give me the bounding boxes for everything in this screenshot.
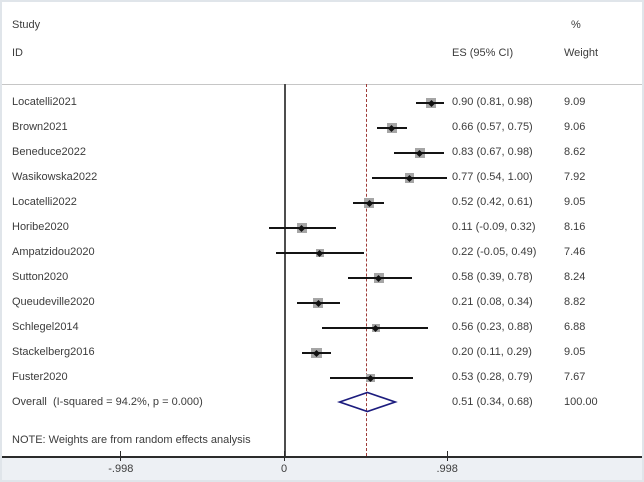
header-percent-label: % xyxy=(571,19,581,31)
es-ci-value: 0.90 (0.81, 0.98) xyxy=(452,96,533,108)
study-id-label: Horibe2020 xyxy=(12,221,69,233)
es-ci-value: 0.11 (-0.09, 0.32) xyxy=(452,221,536,233)
es-ci-value: 0.53 (0.28, 0.79) xyxy=(452,371,533,383)
x-axis-tick-label: .998 xyxy=(436,463,458,475)
study-id-label: Fuster2020 xyxy=(12,371,68,383)
weight-value: 7.67 xyxy=(564,371,586,383)
weight-value: 8.62 xyxy=(564,146,586,158)
study-id-label: Queudeville2020 xyxy=(12,296,95,308)
weight-value: 9.06 xyxy=(564,121,586,133)
study-id-label: Locatelli2022 xyxy=(12,196,77,208)
x-axis-tick xyxy=(120,451,121,461)
weight-value: 8.82 xyxy=(564,296,586,308)
study-id-label: Ampatzidou2020 xyxy=(12,246,95,258)
header-weight-label: Weight xyxy=(564,47,599,59)
es-ci-value: 0.77 (0.54, 1.00) xyxy=(452,171,533,183)
overall-label: Overall (I-squared = 94.2%, p = 0.000) xyxy=(12,396,203,408)
es-ci-value: 0.20 (0.11, 0.29) xyxy=(452,346,532,358)
weight-value: 8.24 xyxy=(564,271,586,283)
overall-weight-value: 100.00 xyxy=(564,396,598,408)
study-id-label: Schlegel2014 xyxy=(12,321,79,333)
overall-diamond-shape xyxy=(340,393,396,412)
header-study-label: Study xyxy=(12,19,41,31)
overall-es-ci-value: 0.51 (0.34, 0.68) xyxy=(452,396,533,408)
study-id-label: Wasikowska2022 xyxy=(12,171,98,183)
note-text: NOTE: Weights are from random effects analysis xyxy=(12,434,251,446)
es-ci-value: 0.66 (0.57, 0.75) xyxy=(452,121,533,133)
weight-value: 8.16 xyxy=(564,221,586,233)
study-id-label: Sutton2020 xyxy=(12,271,69,283)
x-axis-tick xyxy=(284,451,285,461)
study-id-label: Locatelli2021 xyxy=(12,96,77,108)
x-axis-tick xyxy=(447,451,448,461)
header-separator-line xyxy=(0,84,644,85)
es-ci-value: 0.56 (0.23, 0.88) xyxy=(452,321,533,333)
header-es-ci-label: ES (95% CI) xyxy=(452,47,514,59)
pooled-estimate-dashed-line xyxy=(366,84,367,456)
x-axis-tick-label: 0 xyxy=(280,463,288,475)
weight-value: 9.05 xyxy=(564,196,586,208)
study-id-label: Stackelberg2016 xyxy=(12,346,95,358)
es-ci-value: 0.52 (0.42, 0.61) xyxy=(452,196,533,208)
x-axis-tick-label: -.998 xyxy=(108,463,134,475)
es-ci-value: 0.21 (0.08, 0.34) xyxy=(452,296,533,308)
null-effect-vertical-line xyxy=(284,84,286,456)
weight-value: 6.88 xyxy=(564,321,586,333)
es-ci-value: 0.83 (0.67, 0.98) xyxy=(452,146,533,158)
header-id-label: ID xyxy=(12,47,23,59)
study-id-label: Beneduce2022 xyxy=(12,146,87,158)
study-id-label: Brown2021 xyxy=(12,121,68,133)
weight-value: 9.05 xyxy=(564,346,586,358)
weight-value: 7.46 xyxy=(564,246,586,258)
weight-value: 9.09 xyxy=(564,96,586,108)
es-ci-value: 0.22 (-0.05, 0.49) xyxy=(452,246,537,258)
es-ci-value: 0.58 (0.39, 0.78) xyxy=(452,271,533,283)
x-axis-line xyxy=(0,456,644,458)
axis-footer-band xyxy=(0,458,644,482)
weight-value: 7.92 xyxy=(564,171,586,183)
